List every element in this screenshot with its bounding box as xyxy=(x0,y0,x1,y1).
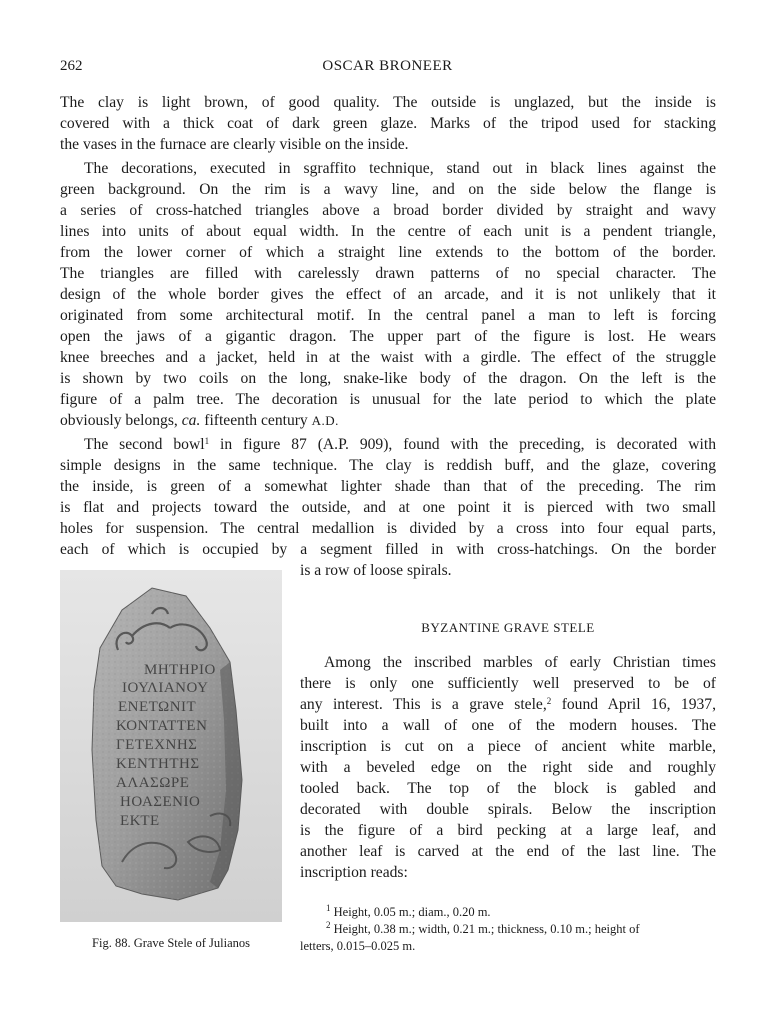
body-line: simple designs in the same technique. The clay is reddish buff, and the glaze, covering xyxy=(60,457,716,474)
section-line: is the figure of a bird pecking at a large leaf, and xyxy=(300,822,716,839)
body-line: figure of a palm tree. The decoration is unusual for the late period to which the plate xyxy=(60,391,716,408)
body-line: a series of cross-hatched triangles above a broad border divided by straight and wavy xyxy=(60,202,716,219)
body-line: open the jaws of a gigantic dragon. The upper part of the figure is lost. He wears xyxy=(60,328,716,345)
section-line: there is only one sufficiently well preserved to be of xyxy=(300,675,716,692)
footnote-2 xyxy=(326,921,640,938)
footnote-reference: 1 xyxy=(204,436,210,446)
body-line: The triangles are filled with carelessly drawn patterns of no special character. The xyxy=(60,265,716,282)
body-text: The second bowl xyxy=(84,436,205,453)
footnote-2-continued xyxy=(300,938,415,955)
body-line xyxy=(60,410,716,431)
stele-inscription-line: ΚΟΝΤΑΤΤΕΝ xyxy=(116,718,208,734)
stele-inscription-line: ΙΟΥΛΙΑΝΟΥ xyxy=(122,680,209,696)
stele-photograph xyxy=(60,570,282,922)
section-text: found April 16, 1937, xyxy=(551,696,716,713)
footnote-reference: 2 xyxy=(546,696,552,706)
footnote-text: letters, 0.015–0.025 m. xyxy=(300,939,416,953)
footnote-text: Height, 0.05 m.; diam., 0.20 m. xyxy=(330,905,491,919)
section-line: Among the inscribed marbles of early Christian times xyxy=(324,654,716,671)
section-heading: BYZANTINE GRAVE STELE xyxy=(421,620,595,635)
body-text: in figure 87 (A.P. 909), found with the preceding, is decorated with xyxy=(209,436,717,453)
figure-caption: Fig. 88. Grave Stele of Julianos xyxy=(92,936,250,950)
section-line: with a beveled edge on the right side and roughly xyxy=(300,759,716,776)
page-number: 262 xyxy=(60,58,83,74)
body-line: knee breeches and a jacket, held in at the waist with a girdle. The effect of the struggle xyxy=(60,349,716,366)
body-line: the vases in the furnace are clearly visible on the inside. xyxy=(60,136,409,153)
footnote-mark: 2 xyxy=(326,920,331,930)
footnote-text: Height, 0.38 m.; width, 0.21 m.; thickness, 0.10 m.; height of xyxy=(330,922,640,936)
body-line: The clay is light brown, of good quality. The outside is unglazed, but the inside is xyxy=(60,94,716,111)
body-line xyxy=(60,434,716,455)
stele-inscription-line: ΚΕΝΤΗΤΗΣ xyxy=(116,756,200,772)
body-line: is a row of loose spirals. xyxy=(300,562,452,579)
era-abbreviation: A.D. xyxy=(311,413,339,428)
section-line: another leaf is carved at the end of the last line. The xyxy=(300,843,716,860)
stele-inscription-line: ΕΝΕΤΩΝΙΤ xyxy=(118,699,197,715)
body-text: obviously belongs, xyxy=(60,412,182,429)
body-line: design of the whole border gives the effect of an arcade, and it is not unlikely that it xyxy=(60,286,716,303)
body-line: green background. On the rim is a wavy line, and on the side below the flange is xyxy=(60,181,716,198)
section-line: inscription is cut on a piece of ancient white marble, xyxy=(300,738,716,755)
body-line: originated from some architectural motif. In the central panel a man to left is forcing xyxy=(60,307,716,324)
stele-inscription-line: ΜΗΤΗΡΙΟ xyxy=(144,662,216,678)
section-line xyxy=(300,694,716,715)
stele-inscription-line: ΑΛΑΣΩΡΕ xyxy=(116,775,190,791)
body-line: the inside, is green of a somewhat lighter shade than that of the preceding. The rim xyxy=(60,478,716,495)
stele-inscription-line: ΕΚΤΕ xyxy=(120,813,160,829)
body-text: fifteenth century xyxy=(200,412,312,429)
body-line: lines into units of about equal width. In the centre of each unit is a pendent triangle, xyxy=(60,223,716,240)
section-line: decorated with double spirals. Below the inscription xyxy=(300,801,716,818)
body-line: is shown by two coils on the long, snake-like body of the dragon. On the left is the xyxy=(60,370,716,387)
section-line: inscription reads: xyxy=(300,864,408,881)
running-title: OSCAR BRONEER xyxy=(322,58,453,74)
section-line: tooled back. The top of the block is gabled and xyxy=(300,780,716,797)
body-text-italic: ca. xyxy=(181,412,201,429)
body-line: each of which is occupied by a segment filled in with cross-hatchings. On the border xyxy=(60,541,716,558)
stele-inscription-line: ΗΟΑΣΕΝΙΟ xyxy=(120,794,201,810)
stele-inscription-line: ΓΕΤΕΧΝΗΣ xyxy=(116,737,198,753)
body-line: from the lower corner of which a straight line extends to the bottom of the border. xyxy=(60,244,716,261)
section-text: any interest. This is a grave stele, xyxy=(300,696,547,713)
body-line: is flat and projects toward the outside, and at one point it is pierced with two small xyxy=(60,499,716,516)
body-line: covered with a thick coat of dark green glaze. Marks of the tripod used for stacking xyxy=(60,115,716,132)
footnote-1 xyxy=(326,904,491,921)
section-line: built into a wall of one of the modern houses. The xyxy=(300,717,716,734)
body-line: The decorations, executed in sgraffito technique, stand out in black lines against the xyxy=(84,160,716,177)
body-line: holes for suspension. The central medallion is divided by a cross into four equal parts, xyxy=(60,520,716,537)
footnote-mark: 1 xyxy=(326,903,331,913)
